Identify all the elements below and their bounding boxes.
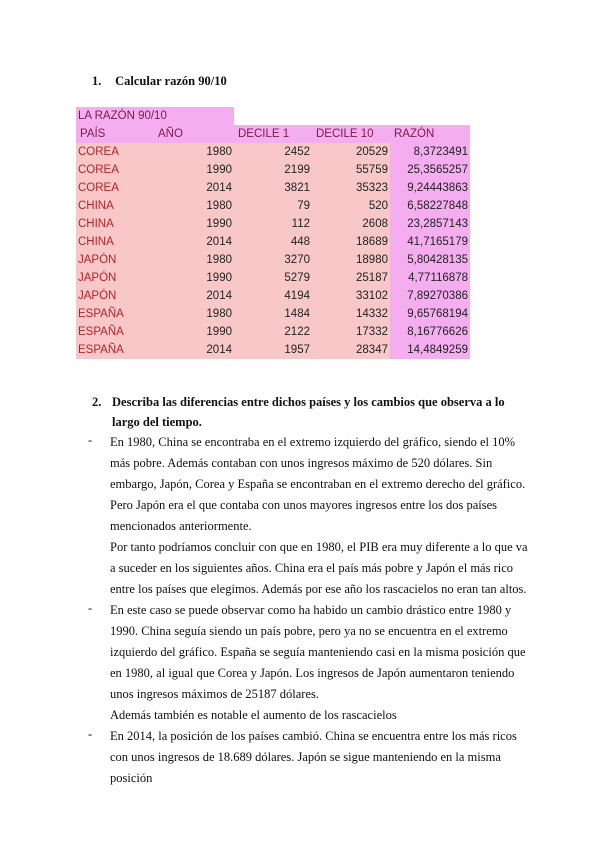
header-year: AÑO (154, 125, 234, 143)
cell-decile-1: 3821 (234, 179, 312, 197)
cell-decile-1: 448 (234, 233, 312, 251)
cell-country: COREA (76, 161, 154, 179)
cell-ratio: 23,2857143 (390, 215, 470, 233)
cell-year: 1980 (154, 197, 234, 215)
table-header-row (76, 125, 470, 143)
paragraph-1980: En 1980, China se encontraba en el extremo izquierdo del gráfico, siendo el 10% más pobre. Además contaban con unos ingresos máximo de 520 dólares. Sin embargo, Japón, Corea y España se encontraban en el extremo derecho del gráfico. Pero Japón era el que contaba con unos mayores ingresos entre los dos países mencionados anteriormente. (110, 435, 526, 533)
section-2-title: Describa las diferencias entre dichos países y los cambios que observa a lo largo del tiempo. (112, 395, 505, 429)
cell-decile-10: 28347 (312, 341, 390, 359)
table-row (76, 287, 470, 305)
cell-ratio: 25,3565257 (390, 161, 470, 179)
bullet-dash: - (88, 727, 93, 741)
bullet-dash: - (88, 433, 93, 447)
cell-country: CHINA (76, 215, 154, 233)
cell-decile-1: 2122 (234, 323, 312, 341)
cell-decile-1: 2199 (234, 161, 312, 179)
cell-year: 1990 (154, 215, 234, 233)
cell-year: 1980 (154, 305, 234, 323)
paragraph-2014: En 2014, la posición de los países cambió. China se encuentra entre los más ricos con unos ingresos de 18.689 dólares. Japón se sigue manteniendo en la misma posición (110, 729, 517, 785)
cell-decile-10: 14332 (312, 305, 390, 323)
cell-decile-10: 33102 (312, 287, 390, 305)
cell-country: JAPÓN (76, 287, 154, 305)
cell-ratio: 9,65768194 (390, 305, 470, 323)
cell-decile-1: 2452 (234, 143, 312, 161)
table-row (76, 179, 470, 197)
table-row (76, 215, 470, 233)
cell-year: 1990 (154, 161, 234, 179)
cell-country: ESPAÑA (76, 341, 154, 359)
cell-year: 1990 (154, 269, 234, 287)
cell-decile-1: 79 (234, 197, 312, 215)
table-title: LA RAZÓN 90/10 (76, 107, 234, 125)
section-1-heading (92, 74, 227, 89)
cell-country: JAPÓN (76, 251, 154, 269)
cell-ratio: 14,4849259 (390, 341, 470, 359)
cell-country: JAPÓN (76, 269, 154, 287)
cell-decile-10: 55759 (312, 161, 390, 179)
cell-country: CHINA (76, 197, 154, 215)
cell-ratio: 7,89270386 (390, 287, 470, 305)
cell-decile-1: 1484 (234, 305, 312, 323)
section-1-title: Calcular razón 90/10 (115, 74, 227, 88)
cell-ratio: 9,24443863 (390, 179, 470, 197)
table-row (76, 161, 470, 179)
cell-decile-10: 18980 (312, 251, 390, 269)
cell-decile-10: 520 (312, 197, 390, 215)
cell-ratio: 8,3723491 (390, 143, 470, 161)
cell-country: COREA (76, 143, 154, 161)
cell-decile-1: 112 (234, 215, 312, 233)
cell-decile-10: 25187 (312, 269, 390, 287)
cell-country: ESPAÑA (76, 305, 154, 323)
cell-decile-1: 4194 (234, 287, 312, 305)
paragraph-1990: En este caso se puede observar como ha habido un cambio drástico entre 1980 y 1990. China seguía siendo un país pobre, pero ya no se encuentra en el extremo izquierdo del gráfico. España se seguía manteniendo casi en la misma posición que en 1980, al igual que Corea y Japón. Los ingresos de Japón aumentaron teniendo unos ingresos máximos de 25187 dólares. (110, 603, 526, 701)
table-row (76, 233, 470, 251)
table-row (76, 305, 470, 323)
table-row (76, 197, 470, 215)
bullet-dash: - (88, 601, 93, 615)
cell-decile-1: 5279 (234, 269, 312, 287)
cell-year: 2014 (154, 233, 234, 251)
cell-ratio: 6,58227848 (390, 197, 470, 215)
cell-ratio: 4,77116878 (390, 269, 470, 287)
cell-decile-1: 1957 (234, 341, 312, 359)
cell-year: 2014 (154, 287, 234, 305)
table-row (76, 143, 470, 161)
cell-year: 1980 (154, 143, 234, 161)
section-2-heading (92, 392, 532, 432)
section-2-number: 2. (92, 395, 102, 409)
cell-decile-10: 17332 (312, 323, 390, 341)
cell-country: CHINA (76, 233, 154, 251)
cell-ratio: 5,80428135 (390, 251, 470, 269)
cell-decile-1: 3270 (234, 251, 312, 269)
section-1-number: 1. (92, 74, 102, 88)
table-row (76, 341, 470, 359)
cell-year: 1980 (154, 251, 234, 269)
header-country: PAÍS (76, 125, 154, 143)
cell-country: COREA (76, 179, 154, 197)
header-ratio: RAZÓN (390, 125, 470, 143)
cell-decile-10: 2608 (312, 215, 390, 233)
cell-year: 2014 (154, 341, 234, 359)
header-decile-10: DECILE 10 (312, 125, 390, 143)
cell-decile-10: 18689 (312, 233, 390, 251)
cell-decile-10: 35323 (312, 179, 390, 197)
table-row (76, 251, 470, 269)
cell-year: 2014 (154, 179, 234, 197)
header-decile-1: DECILE 1 (234, 125, 312, 143)
cell-decile-10: 20529 (312, 143, 390, 161)
cell-country: ESPAÑA (76, 323, 154, 341)
paragraph-conclusion-1980: Por tanto podríamos concluir con que en 1980, el PIB era muy diferente a lo que va a suceder en los siguientes años. China era el país más pobre y Japón el más rico entre los países que elegimos. Además por ese año los rascacielos no eran tan altos. (110, 540, 528, 596)
table-title-row (76, 107, 470, 125)
paragraph-skyscrapers: Además también es notable el aumento de los rascacielos (110, 708, 397, 722)
cell-ratio: 41,7165179 (390, 233, 470, 251)
table-row (76, 269, 470, 287)
cell-ratio: 8,16776626 (390, 323, 470, 341)
table-row (76, 323, 470, 341)
cell-year: 1990 (154, 323, 234, 341)
